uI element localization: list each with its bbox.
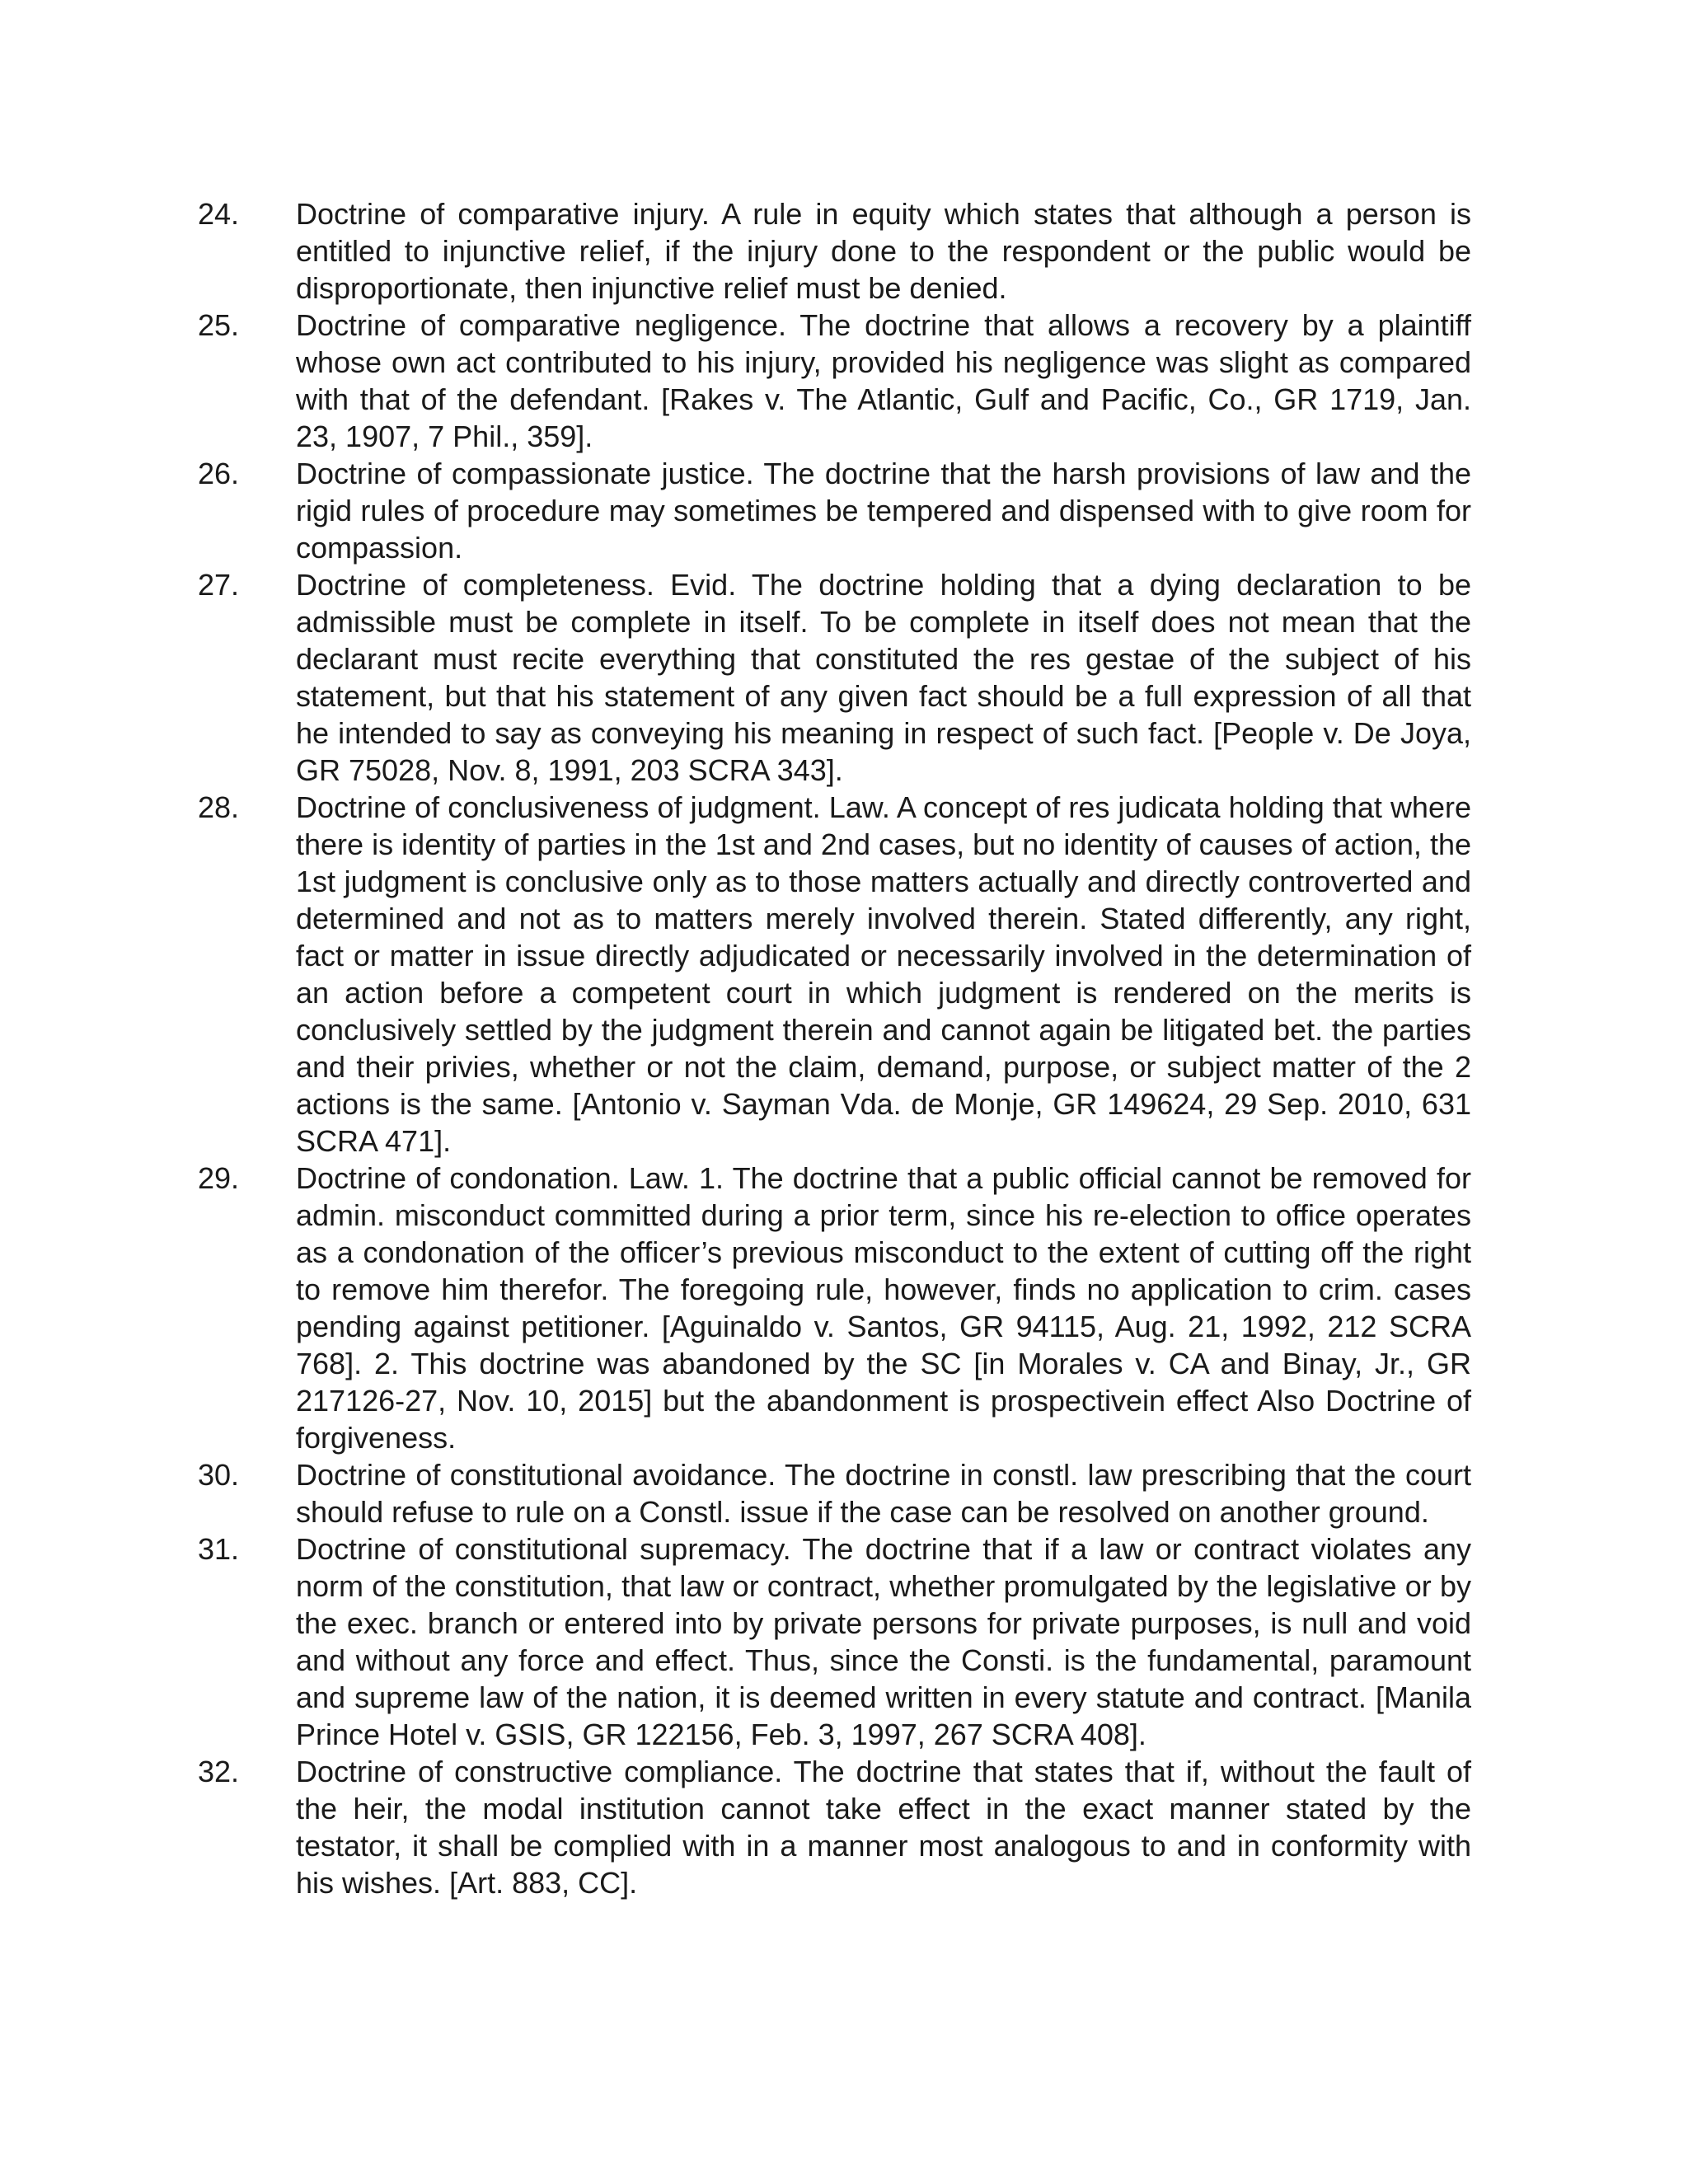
entry-text: Doctrine of comparative injury. A rule in equity which states that although a person is entitled to injunctive relief, if the injury done to the respondent or the public would be disproportionate, then injunctive relief must be denied. bbox=[296, 197, 1471, 305]
entry-number: 30. bbox=[198, 1458, 240, 1492]
entry-number: 27. bbox=[198, 568, 240, 602]
entry-text: Doctrine of constructive compliance. The doctrine that states that if, without the fault of the heir, the modal institution cannot take effect in the exact manner stated by the testator, it shall be complied with in a manner most analogous to and in conformity with his wishes. [Art. 883, CC]. bbox=[296, 1755, 1471, 1900]
entry-number: 29. bbox=[198, 1161, 240, 1195]
entry-text: Doctrine of completeness. Evid. The doctrine holding that a dying declaration to be admissible must be complete in itself. To be complete in itself does not mean that the declarant must recite everything that constituted the res gestae of the subject of his statement, but that his statement of any given fact should be a full expression of all that he intended to say as conveying his meaning in respect of such fact. [People v. De Joya, GR 75028, Nov. 8, 1991, 203 SCRA 343]. bbox=[296, 568, 1471, 787]
list-item bbox=[198, 789, 1471, 1160]
entry-text: Doctrine of constitutional avoidance. The doctrine in constl. law prescribing that the court should refuse to rule on a Constl. issue if the case can be resolved on another ground. bbox=[296, 1458, 1471, 1529]
entry-text: Doctrine of compassionate justice. The doctrine that the harsh provisions of law and the rigid rules of procedure may sometimes be tempered and dispensed with to give room for compassion. bbox=[296, 457, 1471, 565]
list-item bbox=[198, 1456, 1471, 1530]
entry-text: Doctrine of conclusiveness of judgment. Law. A concept of res judicata holding that where there is identity of parties in the 1st and 2nd cases, but no identity of causes of action, the 1st judgment is conclusive only as to those matters actually and directly controverted and determined and not as to matters merely involved therein. Stated differently, any right, fact or matter in issue directly adjudicated or necessarily involved in the determination of an action before a competent court in which judgment is rendered on the merits is conclusively settled by the judgment therein and cannot again be litigated bet. the parties and their privies, whether or not the claim, demand, purpose, or subject matter of the 2 actions is the same. [Antonio v. Sayman Vda. de Monje, GR 149624, 29 Sep. 2010, 631 SCRA 471]. bbox=[296, 790, 1471, 1158]
list-item bbox=[198, 1530, 1471, 1753]
entry-number: 24. bbox=[198, 197, 240, 231]
entry-number: 31. bbox=[198, 1532, 240, 1566]
entry-text: Doctrine of constitutional supremacy. The doctrine that if a law or contract violates any norm of the constitution, that law or contract, whether promulgated by the legislative or by the exec. branch or entered into by private persons for private purposes, is null and void and without any force and effect. Thus, since the Consti. is the fundamental, paramount and supreme law of the nation, it is deemed written in every statute and contract. [Manila Prince Hotel v. GSIS, GR 122156, Feb. 3, 1997, 267 SCRA 408]. bbox=[296, 1532, 1471, 1751]
list-item bbox=[198, 195, 1471, 307]
entry-number: 26. bbox=[198, 457, 240, 490]
entry-number: 25. bbox=[198, 308, 240, 342]
doctrine-list bbox=[198, 195, 1471, 1901]
list-item bbox=[198, 307, 1471, 455]
entry-text: Doctrine of comparative negligence. The doctrine that allows a recovery by a plaintiff whose own act contributed to his injury, provided his negligence was slight as compared with that of the defendant. [Rakes v. The Atlantic, Gulf and Pacific, Co., GR 1719, Jan. 23, 1907, 7 Phil., 359]. bbox=[296, 308, 1471, 453]
list-item bbox=[198, 455, 1471, 566]
list-item bbox=[198, 1753, 1471, 1901]
entry-number: 32. bbox=[198, 1755, 240, 1788]
entry-text: Doctrine of condonation. Law. 1. The doctrine that a public official cannot be removed for admin. misconduct committed during a prior term, since his re-election to office operates as a condonation of the officer’s previous misconduct to the extent of cutting off the right to remove him therefor. The foregoing rule, however, finds no application to crim. cases pending against petitioner. [Aguinaldo v. Santos, GR 94115, Aug. 21, 1992, 212 SCRA 768]. 2. This doctrine was abandoned by the SC [in Morales v. CA and Binay, Jr., GR 217126-27, Nov. 10, 2015] but the abandonment is prospectivein effect Also Doctrine of forgiveness. bbox=[296, 1161, 1471, 1455]
list-item bbox=[198, 1160, 1471, 1456]
entry-number: 28. bbox=[198, 790, 240, 824]
list-item bbox=[198, 566, 1471, 789]
